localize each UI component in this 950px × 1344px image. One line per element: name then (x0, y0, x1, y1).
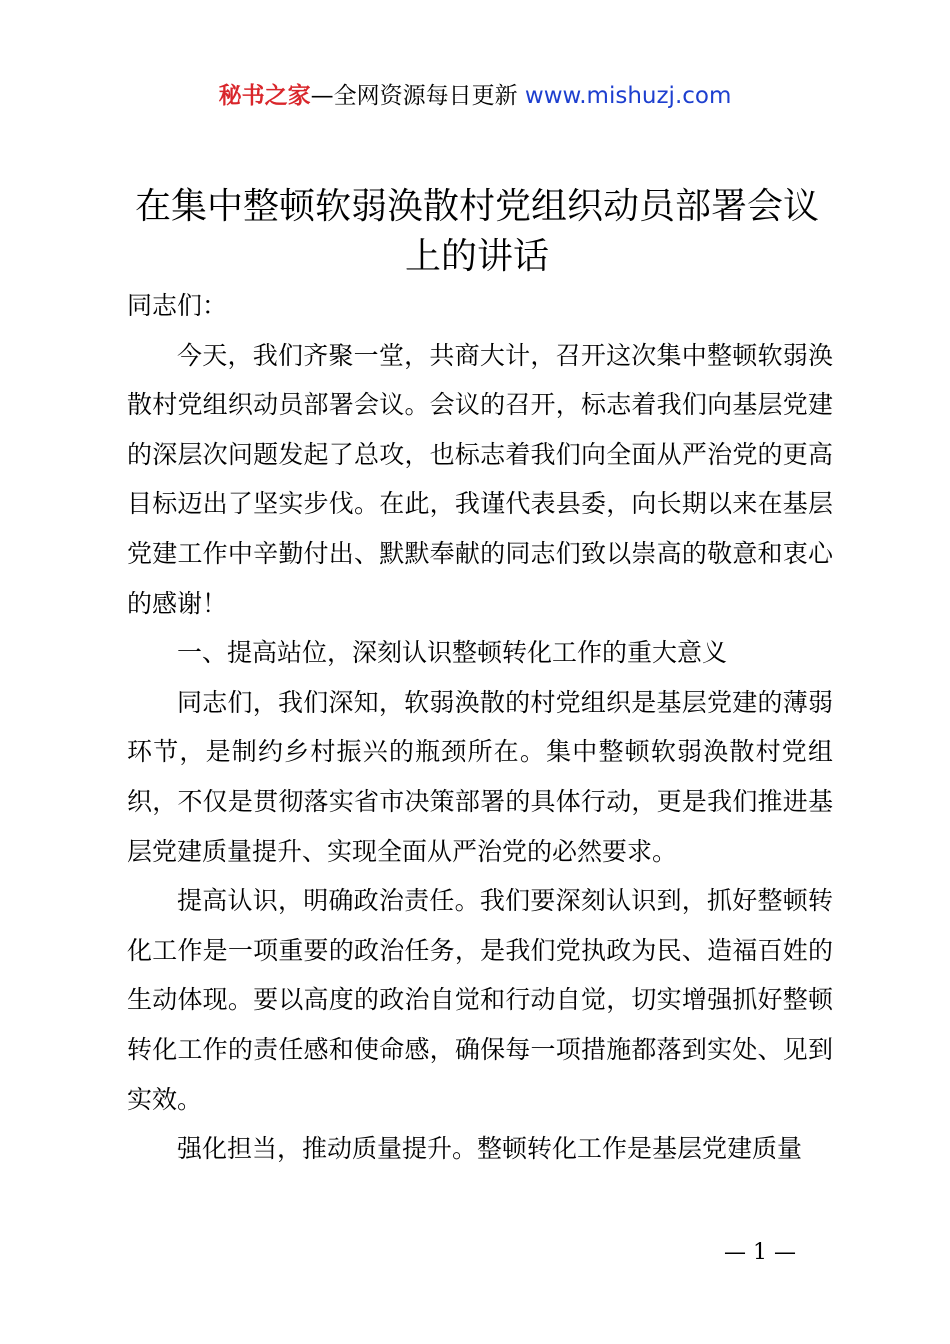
section-heading-1: 一、提高站位，深刻认识整顿转化工作的重大意义 (177, 638, 728, 668)
site-url: www.mishuzj.com (524, 83, 732, 109)
site-brand: 秘书之家 (218, 83, 311, 109)
salutation: 同志们： (127, 291, 228, 320)
site-tagline: —全网资源每日更新 (310, 83, 525, 109)
site-header (0, 80, 950, 112)
paragraph-political-responsibility: 提高认识，明确政治责任。我们要深刻认识到，抓好整顿转化工作是一项重要的政治任务，是我们党执政为民、造福百姓的生动体现。要以高度的政治自觉和行动自觉，切实增强抓好整顿转化工作的责任感和使命感，确保每一项措施都落到实处、见到实效。 (127, 886, 833, 1114)
paragraph-intro: 今天，我们齐聚一堂，共商大计，召开这次集中整顿软弱涣散村党组织动员部署会议。会议的召开，标志着我们向基层党建的深层次问题发起了总攻，也标志着我们向全面从严治党的更高目标迈出了坚实步伐。在此，我谨代表县委，向长期以来在基层党建工作中辛勤付出、默默奉献的同志们致以崇高的敬意和衷心的感谢！ (127, 340, 833, 618)
paragraph-significance: 同志们，我们深知，软弱涣散的村党组织是基层党建的薄弱环节，是制约乡村振兴的瓶颈所在。集中整顿软弱涣散村党组织，不仅是贯彻落实省市决策部署的具体行动，更是我们推进基层党建质量提升、实现全面从严治党的必然要求。 (127, 687, 833, 866)
page-number: — 1 — (724, 1240, 796, 1265)
paragraph-quality-improvement: 强化担当，推动质量提升。整顿转化工作是基层党建质量 (177, 1134, 803, 1164)
document-title: 在集中整顿软弱涣散村党组织动员部署会议上的讲话 (134, 186, 819, 277)
document-body (127, 281, 833, 1174)
